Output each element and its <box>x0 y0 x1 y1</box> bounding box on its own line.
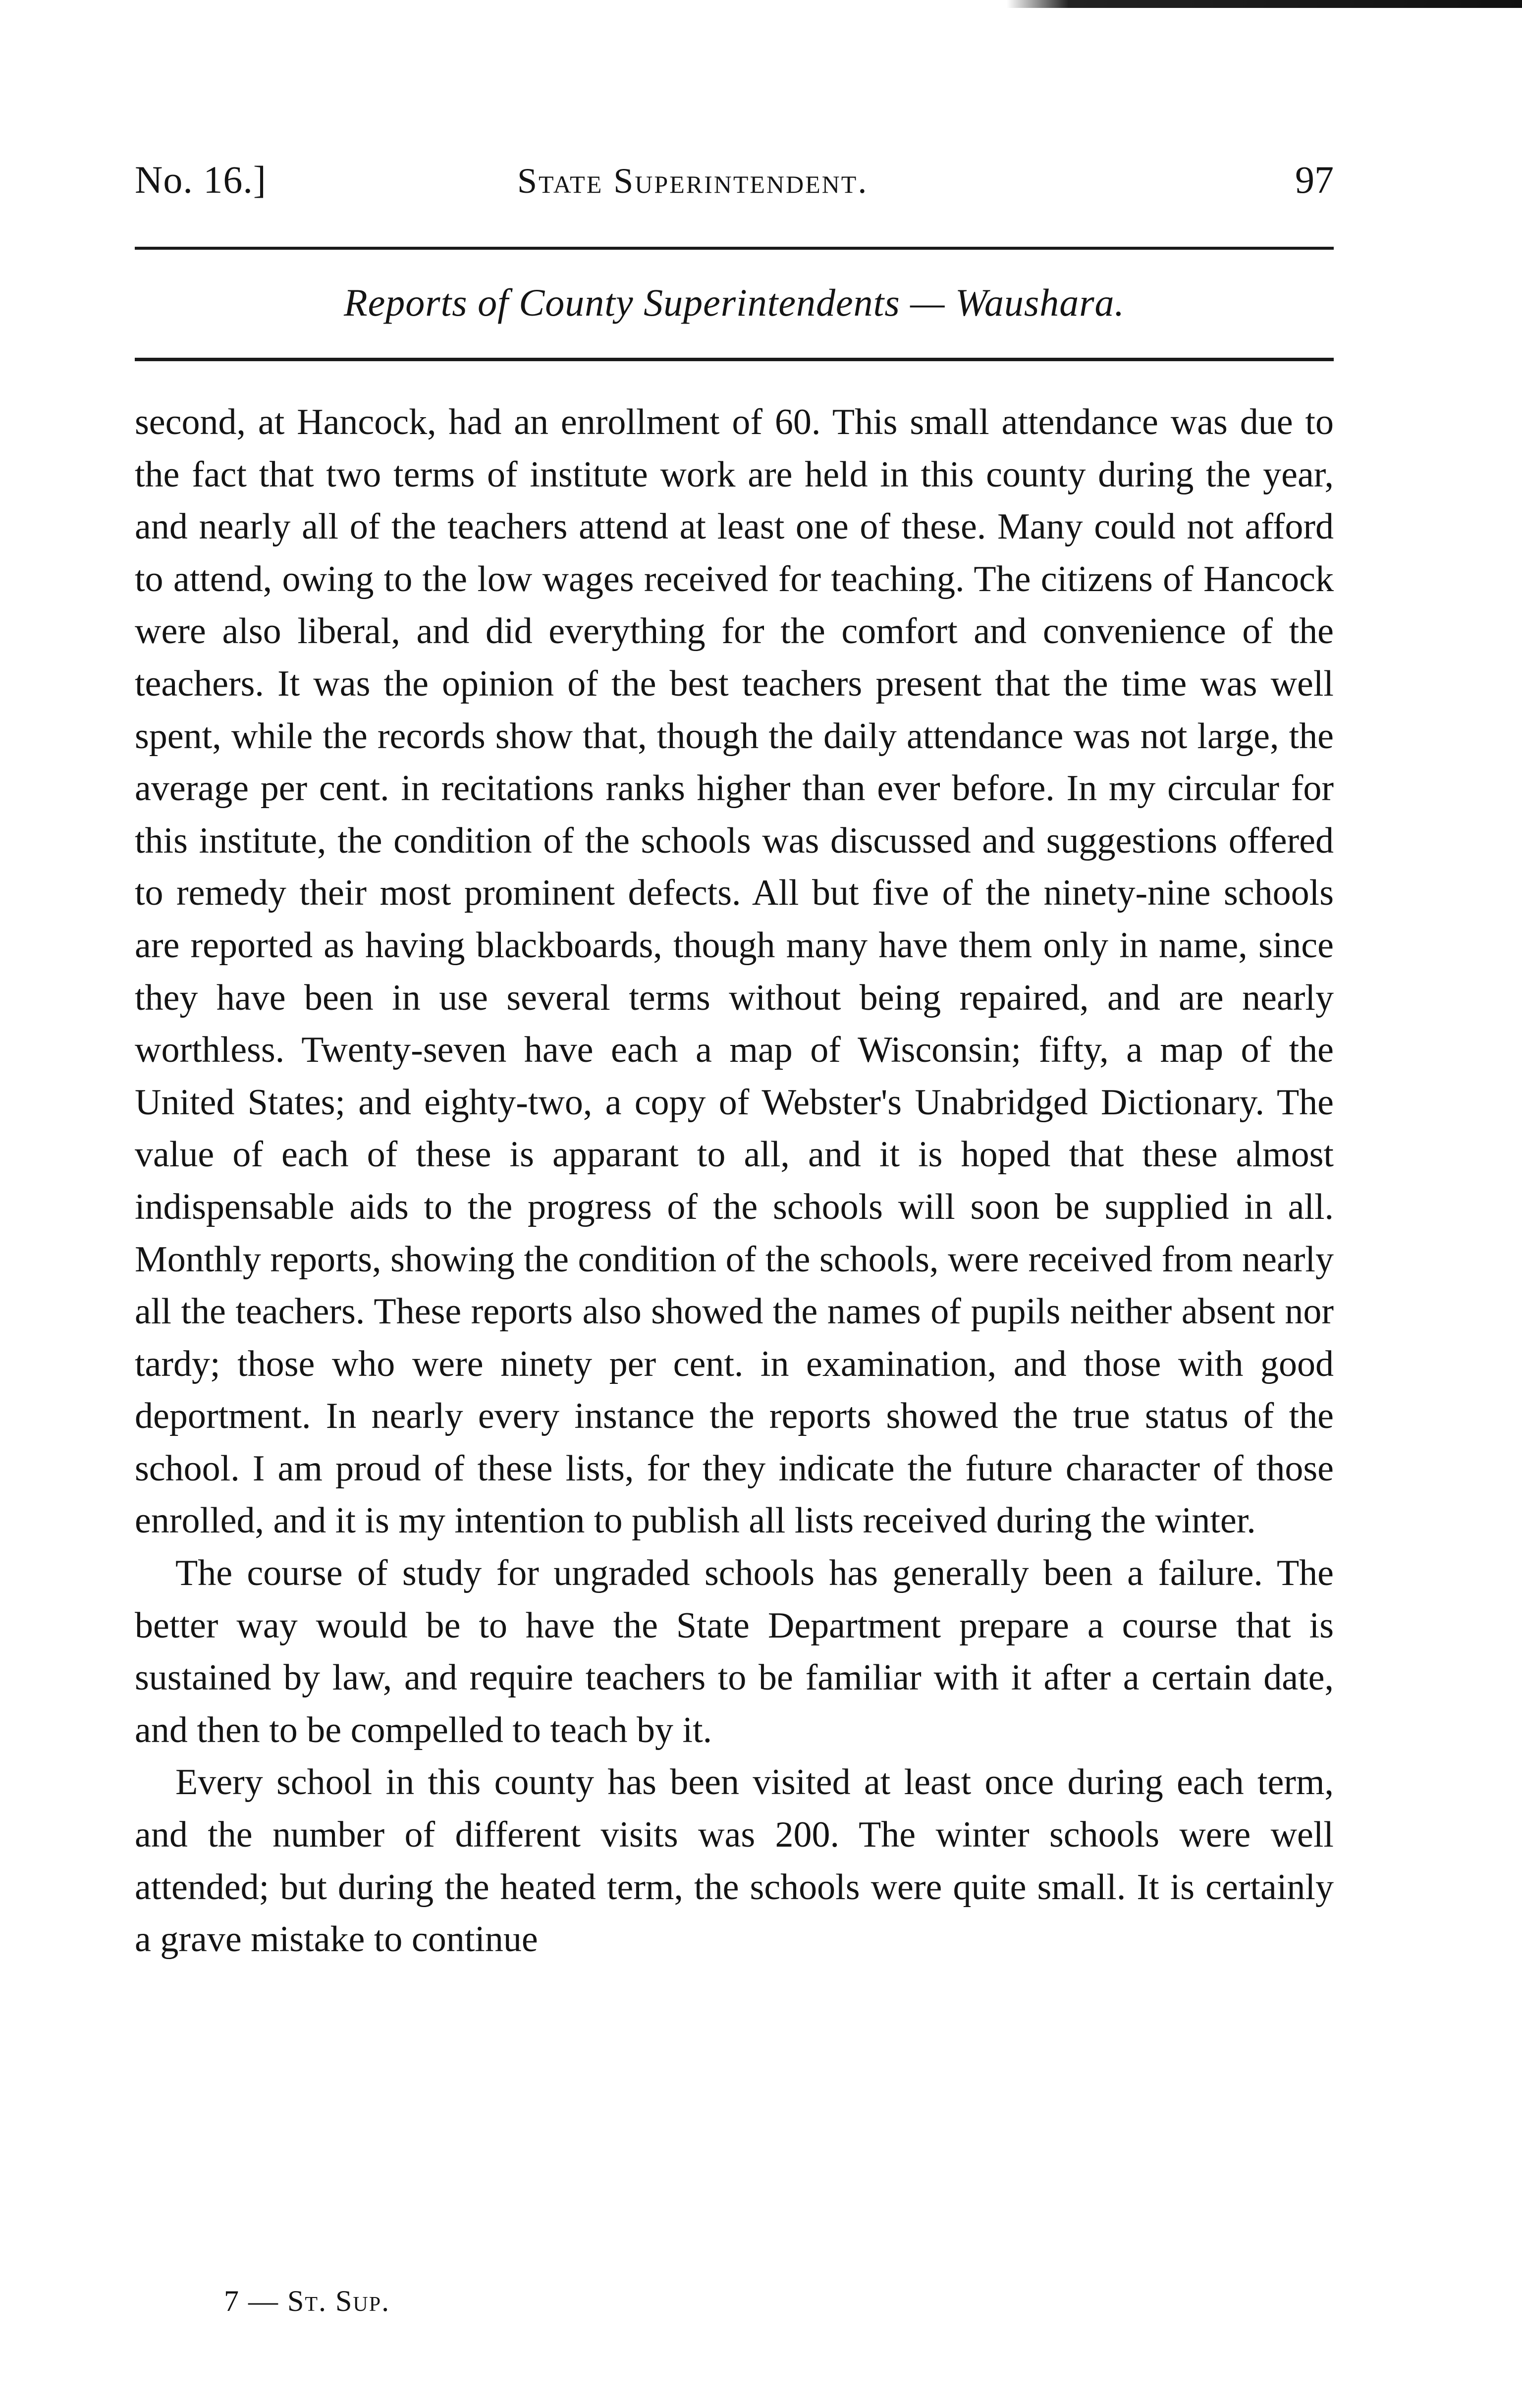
scan-edge-artifact <box>1007 0 1522 8</box>
running-head <box>135 158 1334 212</box>
section-title: Reports of County Superintendents — Waushara. <box>343 281 1125 324</box>
paragraph-continuation: second, at Hancock, had an enrollment of 60. This small attendance was due to the fact that two terms of institute work are held in this county during the year, and nearly all of the teachers attend at least one of these. Many could not afford to attend, owing to the low wages received for teaching. The citizens of Hancock were also liberal, and did everything for the comfort and convenience of the teachers. It was the opinion of the best teachers present that the time was well spent, while the records show that, though the daily attendance was not large, the average per cent. in recitations ranks higher than ever before. In my circular for this institute, the condition of the schools was discussed and suggestions offered to remedy their most prominent defects. All but five of the ninety-nine schools are reported as having blackboards, though many have them only in name, since they have been in use several terms without being repaired, and are nearly worthless. Twenty-seven have each a map of Wisconsin; fifty, a map of the United States; and eighty-two, a copy of Webster's Unabridged Dictionary. The value of each of these is apparant to all, and it is hoped that these almost indispensable aids to the progress of the schools will soon be supplied in all. Monthly reports, showing the condition of the schools, were received from nearly all the teachers. These reports also showed the names of pupils neither absent nor tardy; those who were ninety per cent. in examination, and those with good deportment. In nearly every instance the reports showed the true status of the school. I am proud of these lists, for they indicate the future character of those enrolled, and it is my intention to publish all lists received during the winter. <box>135 402 1334 1541</box>
paragraph-school-visits: Every school in this county has been visited at least once during each term, and the number of different visits was 200. The winter schools were well attended; but during the heated term, the schools were quite small. It is certainly a grave mistake to continue <box>135 1762 1334 1960</box>
page-number: 97 <box>1295 158 1334 201</box>
signature-mark: 7 — St. Sup. <box>224 2285 390 2317</box>
paragraph-course-of-study: The course of study for ungraded schools has generally been a failure. The better way would be to have the State Department prepare a course that is sustained by law, and require teachers to be familiar with it after a certain date, and then to be compelled to teach by it. <box>135 1553 1334 1751</box>
document-number: No. 16.] <box>135 158 267 201</box>
header-rule <box>135 247 1334 250</box>
body-text <box>135 396 1334 1966</box>
running-title: State Superintendent. <box>517 161 869 201</box>
section-rule <box>135 358 1334 361</box>
